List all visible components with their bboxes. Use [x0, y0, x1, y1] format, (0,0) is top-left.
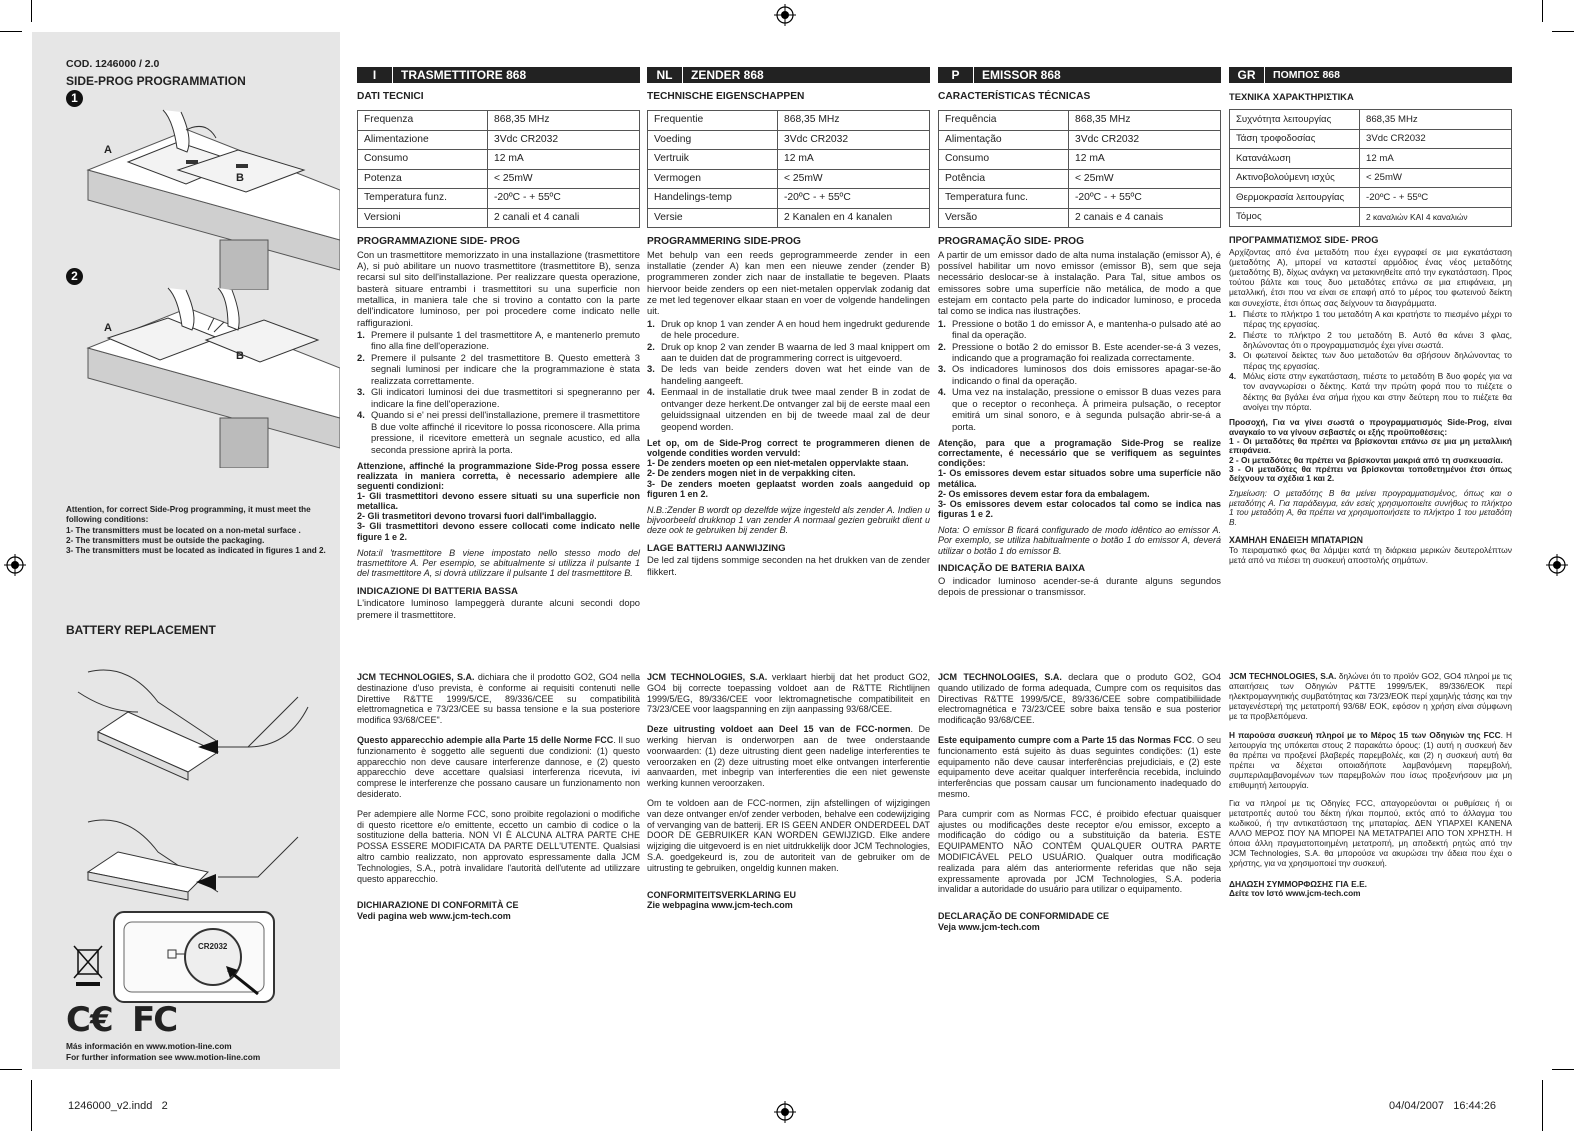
- product-code: COD. 1246000 / 2.0: [66, 58, 160, 70]
- warning: Attenzione, affinché la programmazione Side-Prog possa essere realizzata in maniera corretta, è necessario adempiere alle seguenti condizioni: 1- Gli trasmettitori devono essere situati su una superficie non metallica. 2- Gli trasmetitori devono trovarsi fuori dall'imballaggio. 3- Gli trasmettitori devono essere collocati come indicato nelle figure 1 e 2.: [357, 461, 640, 542]
- spec-title: DATI TECNICI: [357, 91, 424, 102]
- attention-conditions: [66, 505, 338, 556]
- table-row: [648, 208, 930, 228]
- table-row: [1230, 129, 1512, 149]
- table-cell: 3Vdc CR2032: [488, 130, 640, 150]
- column-italian: [357, 67, 640, 620]
- attention-intro: Attention, for correct Side-Prog programming, it must meet the following conditions:: [66, 505, 311, 525]
- programming-title: PROGRAMAÇÃO SIDE- PROG: [938, 236, 1085, 248]
- programming-intro: Met behulp van een reeds geprogrammeerde zender in een installatie (zender A) kan men een nieuwe zender (zender B) programmeren zonder zich naar de installatie te begeven. Plaats hiervoor beide zenders op een niet-metalen oppervlak zodanig dat ze met led tegenover elkaar staan en voer de volgende handelingen uit.: [647, 248, 930, 317]
- table-cell: Versie: [648, 208, 778, 228]
- low-battery-text: O indicador luminoso acender-se-á durante alguns segundos depois de pressionar o transmissor.: [938, 574, 1221, 597]
- table-cell: 868,35 MHz: [1069, 111, 1221, 131]
- spec-title: ΤΕΧΝΙΚΑ ΧΑΡΑΚΤΗΡΙΣΤΙΚΑ: [1229, 91, 1354, 102]
- legal-greek: JCM TECHNOLOGIES, S.A. δηλώνει ότι το προϊόν GO2, GO4 πληροί με τις απαιτήσεις των Οδηγιών Ρ&ΤΤΕ 1999/5/ΕΚ, 89/336/ΕΟΚ περί ηλεκτρομαγνητικής συμβατότητας και 73/23/ΕΟΚ περί χαμηλής τάσης και την μεταγενέστερή της μετατροπή 93/68/ ΕΟΚ, εφόσον η χρήση είναι σύμφωνη με τα προβλεπόμενα. Η παρούσα συσκευή πληροί με το Μέρος 15 των Οδηγιών της FCC. Η λειτουργία της υπόκειται στους 2 παρακάτω όρους: (1) αυτή η συσκευή δεν θα πρέπει να προξενεί βλαβερές παρεμβολές, και (2) η συσκευή αυτή θα πρέπει να δέχεται οποιαδήποτε λαμβανόμενη παρεμβολή, συμπεριλαμβανομένων των παρεμβολών που ίσως προξενήσουν μια μη επιθυμητή λειτουργία. Για να πληροί με τις Οδηγίες FCC, απαγορεύονται οι ρυθμίσεις ή οι μετατροπές αυτού του δέκτη ή/και πομπού, εκτός από το άλλαγμα του κωδικού, ή την αντικατάσταση της μπαταρίας. ΔΕΝ ΥΠΑΡΧΕΙ ΚΑΝΕΝΑ ΑΛΛΟ ΜΕΡΟΣ ΠΟΥ ΝΑ ΜΠΟΡΕΙ ΝΑ ΜΕΤΑΤΡΑΠΕΙ ΑΠΟ ΤΟΝ ΧΡΗΣΤΗ. Η όποια άλλη πραγματοποιημένη μετατροπή, μη αποδεκτή ρητώς από την JCM Technologies, S.A. θα μπορούσε να ακυρώσει την άδεια που έχει ο χρήστης, για να χρησιμοποιεί την συσκευή. ΔΗΛΩΣΗ ΣΥΜΜΟΡΦΩΣΗΣ ΓΙΑ Ε.Ε. Δείτε τον Ιστό www.jcm-tech.com: [1229, 671, 1512, 899]
- table-row: [648, 111, 930, 131]
- column-header: [357, 67, 640, 83]
- declaration-title: DICHIARAZIONE DI CONFORMITÀ CE: [357, 900, 519, 911]
- table-cell: Frequentie: [648, 111, 778, 131]
- table-cell: Versão: [939, 208, 1069, 228]
- table-cell: 2 canais e 4 canais: [1069, 208, 1221, 228]
- table-cell: Κατανάλωση: [1230, 149, 1360, 169]
- table-cell: Vertruik: [648, 150, 778, 170]
- list-item: 1. Pressione o botão 1 do emissor A, e mantenha-o pulsado até ao final da operação.: [938, 317, 1221, 341]
- table-cell: Τάση τροφοδοσίας: [1230, 129, 1360, 149]
- registration-mark-left: [4, 554, 26, 576]
- spec-table: [938, 110, 1221, 228]
- list-item: 4. Eenmaal in de installatie druk twee maal zender B in zodat de ontvanger deze herkent.De ontvanger zal bij de eerste maal een geluidssignaal uitzenden en bij de tweede maal zal de deur geopend worden.: [647, 386, 930, 432]
- table-cell: Alimentação: [939, 130, 1069, 150]
- language-code: GR: [1229, 67, 1265, 83]
- table-cell: Potência: [939, 169, 1069, 189]
- table-cell: < 25mW: [1360, 168, 1512, 188]
- declaration-title: ΔΗΛΩΣΗ ΣΥΜΜΟΡΦΩΣΗΣ ΓΙΑ Ε.Ε.: [1229, 879, 1368, 890]
- battery-replacement-title: BATTERY REPLACEMENT: [66, 623, 216, 637]
- table-row: [358, 189, 640, 209]
- table-row: [358, 130, 640, 150]
- legal-portuguese: JCM TECHNOLOGIES, S.A. declara que o produto GO2, GO4 quando utilizado de forma adequada, Cumpre com os requisitos das Directivas R&TTE 1999/5/CE, 89/336/CEE sobre compatibiliidade electromagnética e 73/23/CEE sobre baixa tensão e sua posterior modificação 93/68/CEE. Este equipamento cumpre com a Parte 15 das Normas FCC. O seu funcionamento está sujeito às duas seguintes condições: (1) este equipamento não deve causar interferências prejudiciais, e (2) este equipamento deve aceitar qualquer interferência recebida, incluindo interferências que possam causar um funcionamento inadequado do mesmo. Para cumprir com as Normas FCC, é proibido efectuar quaisquer ajustes ou modificações deste receptor e/ou emissor, excepto a modificação do código ou a substituição da bateria. ESTE EQUIPAMENTO NÃO CONTÉM QUALQUER OUTRA PARTE MODIFICÁVEL PELO USUÁRIO. Qualquer outra modificação realizada para além das anteriormente referidas que não seja expressamente aprovada por JCM Technologies, S.A. poderia invalidar a autoridade do usuário para utilizar o equipamento. DECLARAÇÃO DE CONFORMIDADE CE Veja www.jcm-tech.com: [938, 672, 1221, 932]
- footer-file: 1246000_v2.indd 2: [68, 1100, 168, 1112]
- table-row: [939, 189, 1221, 209]
- programming-title: PROGRAMMERING SIDE-PROG: [647, 236, 801, 248]
- table-cell: 3Vdc CR2032: [1069, 130, 1221, 150]
- low-battery-text: De led zal tijdens sommige seconden na het drukken van de zender flikkert.: [647, 554, 930, 577]
- declaration-title: CONFORMITEITSVERKLARING EU: [647, 889, 797, 900]
- table-cell: < 25mW: [778, 169, 930, 189]
- table-cell: 2 Kanalen en 4 kanalen: [778, 208, 930, 228]
- table-row: [939, 169, 1221, 189]
- programming-title: PROGRAMMAZIONE SIDE- PROG: [357, 236, 521, 248]
- low-battery-title: INDICAZIONE DI BATTERIA BASSA: [357, 585, 518, 597]
- table-row: [648, 130, 930, 150]
- table-row: [648, 150, 930, 170]
- column-portuguese: [938, 67, 1221, 597]
- table-row: [939, 130, 1221, 150]
- programming-steps: [938, 318, 1221, 433]
- language-code: P: [938, 67, 974, 83]
- table-cell: Τόμος: [1230, 207, 1360, 227]
- table-cell: -20ºC - + 55ºC: [488, 189, 640, 209]
- table-cell: 12 mA: [1360, 149, 1512, 169]
- table-cell: 868,35 MHz: [778, 111, 930, 131]
- table-row: [648, 169, 930, 189]
- column-header: [938, 67, 1221, 83]
- list-item: 2. Πιέστε το πλήκτρο 2 του μεταδότη Β. Αυτό θα κάνει 3 φλας, δηλώνοντας ότι ο προγραμματισμός έχει γίνει σωστά.: [1229, 329, 1512, 350]
- warning: Let op, om de Side-Prog correct te programmeren dienen de volgende condities worden vervuld: 1- De zenders moeten op een niet-metalen oppervlakte staan. 2- De zenders mogen niet in de verpakking citen. 3- De zenders moeten geplaatst worden zoals aangeduid op figuren 1 en 2.: [647, 438, 930, 499]
- list-item: 3. Gli indicatori luminosi dei due trasmettitori si spegneranno per indicare la fine dell'operazione.: [357, 386, 640, 409]
- programming-intro: Αρχίζοντας από ένα μεταδότη που έχει εγγραφεί σε μια εγκατάσταση (μεταδότης Α), μπορεί να καταστεί αρμόδιος ένας νέος μεταδότης (μεταδότης Β), δίχως ανάγκη να μετακινηθείτε από την εγκατάσταση. Προς τούτου βάλτε και τους δυο μεταδότες επάνω σε μια επιφάνεια, μη μεταλλική, έτσι που να είναι σε επαφή από το μέρος του φωτεινού δείκτη και συνεχίστε, έτσι όπως σας δείχνουν τα διαγράμματα.: [1229, 246, 1512, 308]
- low-battery-title: LAGE BATTERIJ AANWIJZING: [647, 542, 786, 554]
- table-cell: 12 mA: [1069, 150, 1221, 170]
- list-item: 1. Πιέστε το πλήκτρο 1 του μεταδότη Α και κρατήστε το πιεσμένο μέχρι το πέρας της εργασίας.: [1229, 308, 1512, 330]
- table-cell: Voeding: [648, 130, 778, 150]
- warning: Προσοχή, Για να γίνει σωστά ο προγραμματισμός Side-Prog, είναι αναγκαίο το να γίνουν σεβαστές οι εξής προϋποθέσεις: 1 - Οι μεταδότες θα πρέπει να βρίσκονται επάνω σε μια μη μεταλλική επιφάνεια. 2 - Οι μεταδότες θα πρέπει να βρίσκονται μακριά από τη συσκευασία. 3 - Οι μεταδότες θα πρέπει να βρίσκονται τοποθετημένοι έτσι όπως δείχνουν τα σχέδια 1 και 2.: [1229, 417, 1512, 484]
- battery-replacement-illustration: [68, 652, 328, 1012]
- more-info-en: For further information see www.motion-line.com: [66, 1051, 261, 1062]
- table-row: [1230, 207, 1512, 227]
- declaration-web: Zie webpagina www.jcm-tech.com: [647, 900, 793, 911]
- fcc-mark: FC: [132, 1000, 177, 1040]
- table-cell: 2 canali et 4 canali: [488, 208, 640, 228]
- figure-1-label-b: B: [236, 172, 244, 184]
- battery-label: CR2032: [198, 942, 228, 951]
- table-cell: < 25mW: [1069, 169, 1221, 189]
- table-row: [939, 111, 1221, 131]
- spec-table: [1229, 109, 1512, 227]
- low-battery-title: INDICAÇÃO DE BATERIA BAIXA: [938, 562, 1086, 574]
- attention-item: 3- The transmitters must be located as indicated in figures 1 and 2.: [66, 546, 326, 555]
- table-row: [1230, 168, 1512, 188]
- table-cell: 2 καναλιών ΚΑΙ 4 καναλιών: [1360, 207, 1512, 227]
- table-cell: Alimentazione: [358, 130, 488, 150]
- figure-2-badge: 2: [66, 268, 83, 285]
- list-item: 4. Μόλις είστε στην εγκατάσταση, πιέστε το μεταδότη Β δυο φορές για να τον αναγνωρίσει ο δέκτης. Κατά την πρώτη φορά που το πιέζετε ο δέκτης θα βγάλει ένα σήμα ήχου και στην δεύτερη που το πιέζετε θα ανοίγει την πόρτα.: [1229, 370, 1512, 413]
- table-row: [939, 208, 1221, 228]
- table-cell: 868,35 MHz: [1360, 110, 1512, 130]
- note: N.B.:Zender B wordt op dezelfde wijze ingesteld als zender A. Indien u bijvoorbeeld drukknop 1 van zender A normaal gezien gebruikt dient u deze ook te gebruiken bij zender B.: [647, 504, 930, 536]
- figure-2-label-a: A: [104, 322, 112, 334]
- table-cell: 868,35 MHz: [488, 111, 640, 131]
- figure-1-badge: 1: [66, 90, 83, 107]
- note: Nota:il 'trasmettitore B viene impostato nello stesso modo del trasmettitore A. Per esempio, se abitualmente si utilizza il pulsante 1 del trasmettitore A, si dovrà utilizzare il pulsante 1 del trasmettitore B.: [357, 547, 640, 579]
- table-cell: Συχνότητα λειτουργίας: [1230, 110, 1360, 130]
- more-info: [66, 1041, 260, 1063]
- table-row: [358, 208, 640, 228]
- list-item: 3. Οι φωτεινοί δείκτες των δυο μεταδοτών θα σβήσουν δηλώνοντας το πέρας της εργασίας.: [1229, 350, 1512, 371]
- sidebar: [32, 32, 340, 1069]
- language-code: I: [357, 67, 393, 83]
- language-code: NL: [647, 67, 683, 83]
- column-header: [1229, 67, 1512, 83]
- table-row: [358, 150, 640, 170]
- low-battery-title: ΧΑΜΗΛΗ ΕΝΔΕΙΞΗ ΜΠΑΤΑΡΙΩΝ: [1229, 534, 1363, 545]
- list-item: 1. Druk op knop 1 van zender A en houd hem ingedrukt gedurende de hele procedure.: [647, 317, 930, 341]
- figure-1-illustration: [68, 90, 340, 290]
- table-cell: Handelings-temp: [648, 189, 778, 209]
- table-cell: 12 mA: [778, 150, 930, 170]
- table-cell: Consumo: [939, 150, 1069, 170]
- table-row: [1230, 149, 1512, 169]
- legal-dutch: JCM TECHNOLOGIES, S.A. verklaart hierbij dat het product GO2, GO4 bij correcte toepassing voldoet aan de R&TTE Richtlijnen 1999/5/EG, 89/336/CEE voor lektromagnetische compatibiliteit en 73/23/CEE voor laagspanning en zijn aanpassing 93/68/CEE. Deze uitrusting voldoet aan Deel 15 van de FCC-normen. De werking hiervan is onderworpen aan de twee onderstaande voorwaarden: (1) deze uitrusting dient geen nadelige interferenties te veroorzaken en (2) deze uitrusting moet elke ontvangen interferentie aanvaarden, met inbegrip van interferenties die een niet gewenste werking kunnen veroorzaken. Om te voldoen aan de FCC-normen, zijn afstellingen of wijzigingen van deze ontvanger en/of zender verboden, behalve een codewijziging of vervanging van de batterij. ER IS GEEN ANDER ONDERDEEL DAT DOOR DE GEBRUIKER KAN WORDEN GEWIJZIGD. Elke andere wijziging die uitgevoerd is en niet uitdrukkelijk door JCM Technologies, S.A. goedgekeurd is, zou de autoriteit van de gebruiker om de uitrusting te gebruiken, ongeldig kunnen maken. CONFORMITEITSVERKLARING EU Zie webpagina www.jcm-tech.com: [647, 672, 931, 911]
- column-greek: [1229, 67, 1512, 566]
- table-cell: Ακτινοβολούμενη ισχύς: [1230, 168, 1360, 188]
- table-cell: Θερμοκρασία λειτουργίας: [1230, 188, 1360, 208]
- table-cell: -20ºC - + 55ºC: [778, 189, 930, 209]
- attention-item: 1- The transmitters must be located on a non-metal surface .: [66, 525, 301, 535]
- spec-table: [647, 110, 930, 228]
- table-cell: Frequenza: [358, 111, 488, 131]
- declaration-web: Vedi pagina web www.jcm-tech.com: [357, 911, 511, 922]
- list-item: 3. De leds van beide zenders doven wat het einde van de handeling aangeeft.: [647, 363, 930, 386]
- programming-intro: Con un trasmettitore memorizzato in una installazione (trasmettitore A), si può abilitare un nuovo trasmettitore (trasmettitore B), senza recarsi sul sito dell'installazione. Per realizzare questa operazione, basterà situare entrambi i trasmettitori su una superficie non metallica, in maniera tale che si trovino a contatto con la parte dell'indicatore luminoso, per poi procedere come indicato nelle raffigurazioni.: [357, 248, 640, 328]
- table-row: [1230, 188, 1512, 208]
- table-row: [358, 169, 640, 189]
- table-cell: 3Vdc CR2032: [1360, 129, 1512, 149]
- figure-2-illustration: [68, 268, 340, 468]
- warning: Atenção, para que a programação Side-Prog se realize correctamente, é necessário que se verifiquem as seguintes condições: 1- Os emissores devem estar situados sobre uma superfície não metálica. 2- Os emissores devem estar fora da embalagem. 3- Os emissores devem estar colocados tal como se indica nas figuras 1 e 2.: [938, 438, 1221, 519]
- column-header: [647, 67, 930, 83]
- table-row: [1230, 110, 1512, 130]
- note: Σημείωση: Ο μεταδότης Β θα μείνει προγραμματισμένος, όπως και ο μεταδότης Α. Για παράδειγμα, εάν εσείς χρησιμοποιείτε συνήθως το πλήκτρο 1 του μεταδότη Α, θα πρέπει να χρησιμοποιήσετε το πλήκτρο 1 του μεταδότη Β.: [1229, 488, 1512, 527]
- declaration-web: Δείτε τον Ιστό www.jcm-tech.com: [1229, 888, 1361, 899]
- spec-title: CARACTERÍSTICAS TÉCNICAS: [938, 91, 1091, 102]
- figure-1-label-a: A: [104, 144, 112, 156]
- programming-steps: [357, 329, 640, 455]
- table-cell: 12 mA: [488, 150, 640, 170]
- registration-mark-top: [774, 4, 796, 26]
- programming-title: ΠΡΟΓΡΑΜΜΑΤΙΣΜΟΣ SIDE- PROG: [1229, 235, 1379, 246]
- ce-mark: C€: [66, 1000, 113, 1040]
- table-cell: Consumo: [358, 150, 488, 170]
- list-item: 4. Quando si e' nei pressi dell'installazione, premere il trasmettitore B due volte affinché il ricevitore lo possa riconoscere. Alla prima pressione, il ricevitore emetterà un segnale acustico, ed alla seconda pressione aprirà la porta.: [357, 409, 640, 455]
- footer-date: 04/04/2007 16:44:26: [1389, 1100, 1497, 1112]
- spec-title: TECHNISCHE EIGENSCHAPPEN: [647, 91, 805, 102]
- registration-mark-bottom: [774, 1101, 796, 1123]
- sidebar-title: SIDE-PROG PROGRAMMATION: [66, 74, 246, 88]
- list-item: 3. Os indicadores luminosos dos dois emissores apagar-se-ão indicando o final da operação.: [938, 363, 1221, 386]
- programming-intro: A partir de um emissor dado de alta numa instalação (emissor A), é possível habilitar um novo emissor (emissor B), sem que seja necessário deslocar-se à instalação. Para Tal, situe ambos os emissores sobre uma superfície não metálica, de modo a que estejam em contacto pela parte do indicador luminoso, e proceda tal como se indica nas ilustrações.: [938, 248, 1221, 317]
- table-row: [939, 150, 1221, 170]
- table-cell: Versioni: [358, 208, 488, 228]
- table-cell: -20ºC - + 55ºC: [1360, 188, 1512, 208]
- product-name: EMISSOR 868: [982, 67, 1061, 82]
- low-battery-text: L'indicatore luminoso lampeggerà durante alcuni secondi dopo premere il trasmettitore.: [357, 597, 640, 620]
- programming-steps: [1229, 309, 1512, 413]
- spec-table: [357, 110, 640, 228]
- list-item: 2. Premere il pulsante 2 del trasmettitore B. Questo emetterà 3 segnali luminosi per indicare che la programmazione è stata realizzata correttamente.: [357, 351, 640, 386]
- product-name: ZENDER 868: [691, 67, 764, 82]
- table-cell: Vermogen: [648, 169, 778, 189]
- table-cell: Temperatura funz.: [358, 189, 488, 209]
- table-cell: -20ºC - + 55ºC: [1069, 189, 1221, 209]
- list-item: 4. Uma vez na instalação, pressione o emissor B duas vezes para que o receptor o reconheça. À primeira pulsação, o receptor emitirá um sinal sonoro, e à segunda pulsação abrir-se-á a porta.: [938, 386, 1221, 432]
- list-item: 2. Pressione o botão 2 do emissor B. Este acender-se-á 3 vezes, indicando que a programação foi realizada correctamente.: [938, 340, 1221, 363]
- programming-steps: [647, 318, 930, 433]
- table-cell: 3Vdc CR2032: [778, 130, 930, 150]
- attention-item: 2- The transmitters must be outside the packaging.: [66, 535, 265, 545]
- note: Nota: O emissor B ficará configurado de modo idêntico ao emissor A. Por exemplo, se utiliza habitualmente o botão 1 do emissor A, deverá utilizar o botão 1 do emissor B.: [938, 524, 1221, 556]
- column-dutch: [647, 67, 930, 577]
- declaration-web: Veja www.jcm-tech.com: [938, 921, 1040, 932]
- table-cell: Potenza: [358, 169, 488, 189]
- table-cell: Temperatura func.: [939, 189, 1069, 209]
- table-cell: < 25mW: [488, 169, 640, 189]
- product-name: ΠΟΜΠΟΣ 868: [1273, 68, 1340, 81]
- table-row: [648, 189, 930, 209]
- figure-2-label-b: B: [236, 350, 244, 362]
- legal-italian: JCM TECHNOLOGIES, S.A. dichiara che il prodotto GO2, GO4 nella destinazione d'uso prevista, è conforme ai requisiti contenuti nelle Direttive R&TTE 1999/5/CE, 89/336/CEE su compatibilità elettromagnetica e 73/23/CEE su bassa tensione e la sua posteriore modifica 93/68/CEE". Questo apparecchio adempie alla Parte 15 delle Norme FCC. Il suo funzionamento è soggetto alle seguenti due condizioni: (1) questo apparecchio non deve causare interferenze dannose, e (2) questo apparecchio deve accettare qualsiasi interferenza ricevuta, ivi comprese le interferenze che possano causare un funzionamento non desiderato. Per adempiere alle Norme FCC, sono proibite regolazioni o modifiche di questo ricettore e/o emittente, eccetto un cambio di codice o la sostituzione della batteria. NON VI È ALCUNA ALTRA PARTE CHE POSSA ESSERE MODIFICATA DA PARTE DELL'UTENTE. Qualsiasi altro cambio realizzato, non approvato espressamente dalla JCM Technologies, S.A., potrà invalidare l'autorità dell'utente ad utilizzare questo apparecchio. DICHIARAZIONE DI CONFORMITÀ CE Vedi pagina web www.jcm-tech.com: [357, 672, 641, 922]
- table-row: [358, 111, 640, 131]
- more-info-es: Más información en www.motion-line.com: [66, 1041, 232, 1051]
- table-cell: Frequência: [939, 111, 1069, 131]
- list-item: 1. Premere il pulsante 1 del trasmettitore A, e mantenerlo premuto fino alla fine dell'operazione.: [357, 328, 640, 352]
- list-item: 2. Druk op knop 2 van zender B waarna de led 3 maal knippert om aan te duiden dat de programmering correct is uitgevoerd.: [647, 340, 930, 363]
- low-battery-text: Το πειραματικό φως θα λάμψει κατά τη διάρκεια μερικών δευτερολέπτων μετά από να πιέσει τη συσκευή αποστολής σημάτων.: [1229, 545, 1512, 566]
- product-name: TRASMETTITORE 868: [401, 67, 527, 82]
- declaration-title: DECLARAÇÃO DE CONFORMIDADE CE: [938, 911, 1109, 922]
- registration-mark-right: [1546, 554, 1568, 576]
